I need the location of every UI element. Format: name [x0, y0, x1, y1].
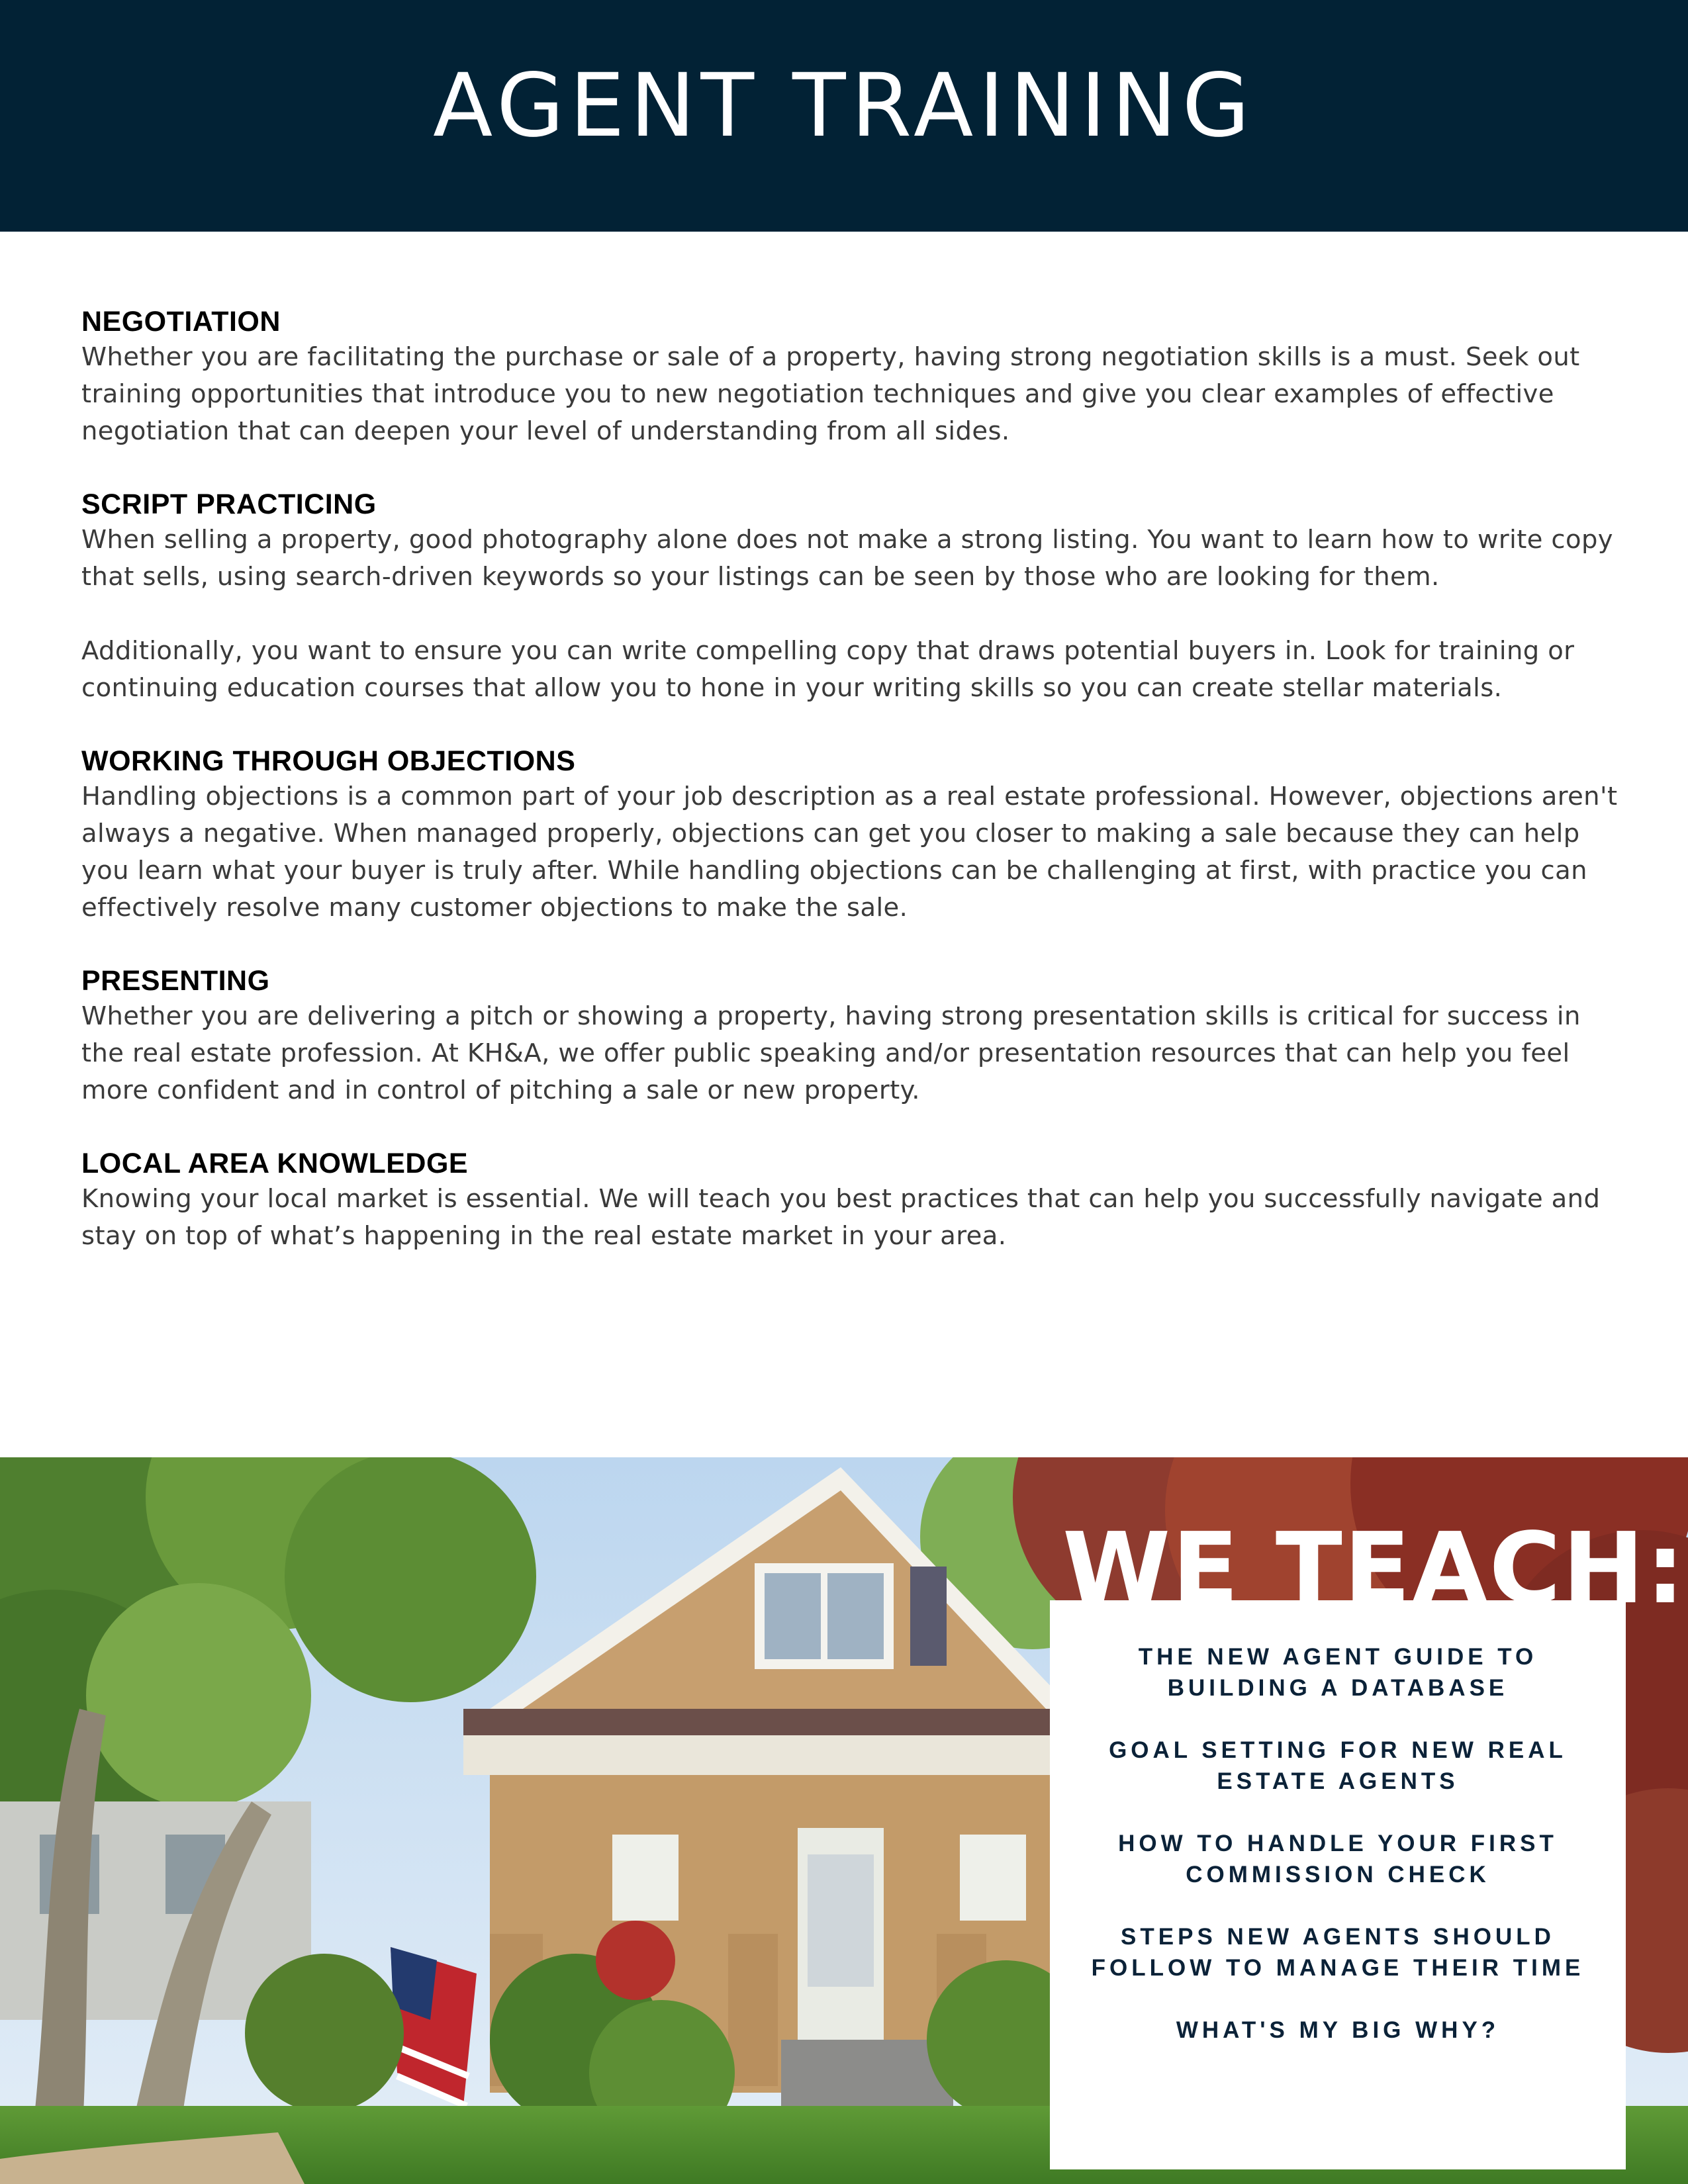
- section-paragraph: Additionally, you want to ensure you can write compelling copy that draws potential buyers in. Look for training or continuing education courses that allow you to hone in your writing skills so you can create stellar materials.: [81, 636, 1575, 703]
- section-script-practicing: [81, 487, 1624, 707]
- teach-item: GOAL SETTING FOR NEW REAL ESTATE AGENTS: [1109, 1737, 1567, 1794]
- section-paragraph: Knowing your local market is essential. We will teach you best practices that can help you successfully navigate and stay on top of what’s happening in the real estate market in your area.: [81, 1184, 1601, 1251]
- teach-item: THE NEW AGENT GUIDE TO BUILDING A DATABASE: [1138, 1644, 1538, 1701]
- teach-list-box: [1050, 1600, 1626, 2169]
- section-negotiation: [81, 304, 1624, 450]
- teach-title: WE TEACH:: [1062, 1512, 1687, 1625]
- section-paragraph: Whether you are delivering a pitch or showing a property, having strong presentation skills is critical for success in the real estate profession. At KH&A, we offer public speaking and/or presentation resources that can help you feel more confident and in control of pitching a sale or new property.: [81, 1001, 1581, 1105]
- section-paragraph: When selling a property, good photography alone does not make a strong listing. You want to learn how to write copy that sells, using search-driven keywords so your listings can be seen by those who are looking for them.: [81, 525, 1613, 592]
- teach-item: STEPS NEW AGENTS SHOULD FOLLOW TO MANAGE THEIR TIME: [1091, 1924, 1585, 1981]
- section-working-through-objections: [81, 744, 1624, 927]
- section-paragraph: Whether you are facilitating the purchase or sale of a property, having strong negotiation skills is a must. Seek out training opportunities that introduce you to new negotiation techniques and give you clear examples of effective negotiation that can deepen your level of understanding from all sides.: [81, 342, 1580, 446]
- section-paragraph: Handling objections is a common part of your job description as a real estate professional. However, objections aren't always a negative. When managed properly, objections can get you closer to making a sale because they can help you learn what your buyer is truly after. While handling objections can be challenging at first, with practice you can effectively resolve many customer objections to make the sale.: [81, 782, 1618, 923]
- header-banner: [0, 0, 1688, 232]
- section-heading: PRESENTING: [81, 965, 270, 997]
- teach-item: HOW TO HANDLE YOUR FIRST COMMISSION CHECK: [1118, 1831, 1558, 1888]
- section-heading: SCRIPT PRACTICING: [81, 488, 377, 520]
- section-heading: LOCAL AREA KNOWLEDGE: [81, 1148, 469, 1179]
- section-heading: WORKING THROUGH OBJECTIONS: [81, 745, 576, 777]
- section-heading: NEGOTIATION: [81, 306, 281, 338]
- page-title: AGENT TRAINING: [433, 55, 1255, 157]
- section-presenting: [81, 964, 1624, 1109]
- section-local-area-knowledge: [81, 1146, 1624, 1255]
- main-content: [81, 304, 1624, 1292]
- teach-item: WHAT'S MY BIG WHY?: [1176, 2017, 1500, 2043]
